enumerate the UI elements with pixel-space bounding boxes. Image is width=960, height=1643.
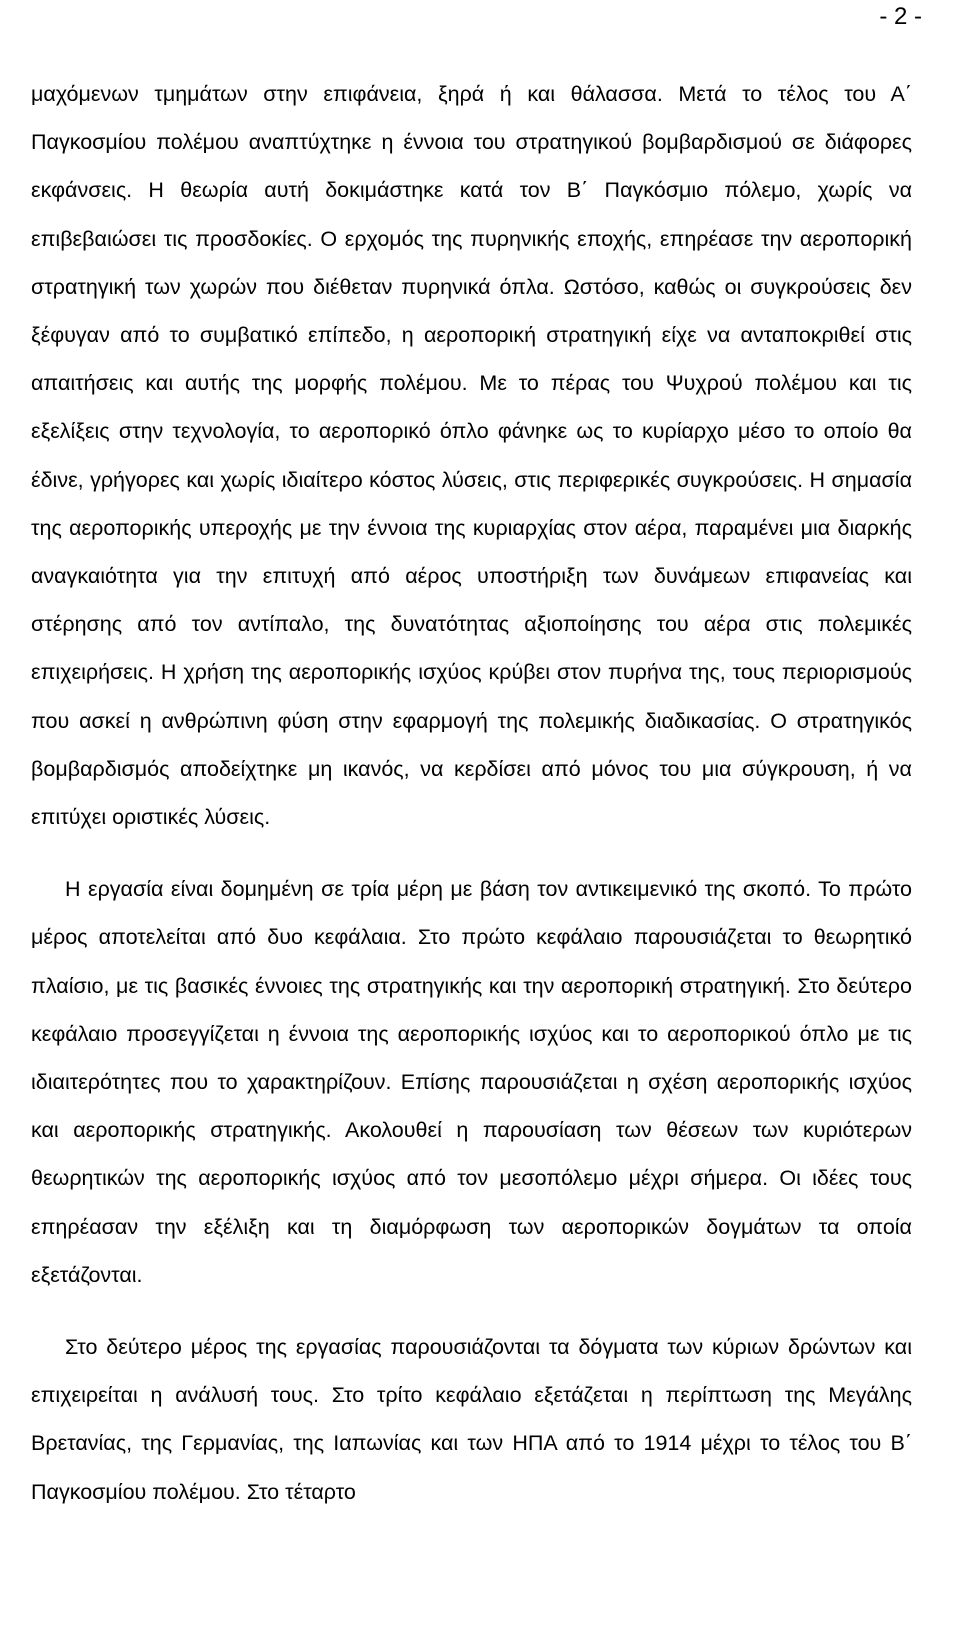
paragraph: Η εργασία είναι δομημένη σε τρία μέρη με βάση τον αντικειμενικό της σκοπό. Το πρώτο μέρος αποτελείται από δυο κεφάλαια. Στο πρώτο κεφάλαιο παρουσιάζεται το θεωρητικό πλαίσιο, με τις βασικές έννοιες της στρατηγικής και την αεροπορική στρατηγική. Στο δεύτερο κεφάλαιο προσεγγίζεται η έννοια της αεροπορικής ισχύος και το αεροπορικού όπλο με τις ιδιαιτερότητες που το χαρακτηρίζουν. Επίσης παρουσιάζεται η σχέση αεροπορικής ισχύος και αεροπορικής στρατηγικής. Ακολουθεί η παρουσίαση των θέσεων των κυριότερων θεωρητικών της αεροπορικής ισχύος από τον μεσοπόλεμο μέχρι σήμερα. Οι ιδέες τους επηρέασαν την εξέλιξη και τη διαμόρφωση των αεροπορικών δογμάτων τα οποία εξετάζονται.	[31, 877, 912, 1287]
paragraph: Στο δεύτερο μέρος της εργασίας παρουσιάζονται τα δόγματα των κύριων δρώντων και επιχειρείται η ανάλυσή τους. Στο τρίτο κεφάλαιο εξετάζεται η περίπτωση της Μεγάλης Βρετανίας, της Γερμανίας, της Ιαπωνίας και των ΗΠΑ από το 1914 μέχρι το τέλος του Β΄ Παγκοσμίου πολέμου. Στο τέταρτο	[31, 1335, 912, 1504]
document-body	[31, 70, 912, 1516]
page-number: - 2 -	[879, 3, 922, 30]
paragraph: μαχόμενων τμημάτων στην επιφάνεια, ξηρά ή και θάλασσα. Μετά το τέλος του Α΄ Παγκοσμίου πολέμου αναπτύχτηκε η έννοια του στρατηγικού βομβαρδισμού σε διάφορες εκφάνσεις. Η θεωρία αυτή δοκιμάστηκε κατά τον Β΄ Παγκόσμιο πόλεμο, χωρίς να επιβεβαιώσει τις προσδοκίες. Ο ερχομός της πυρηνικής εποχής, επηρέασε την αεροπορική στρατηγική των χωρών που διέθεταν πυρηνικά όπλα. Ωστόσο, καθώς οι συγκρούσεις δεν ξέφυγαν από το συμβατικό επίπεδο, η αεροπορική στρατηγική είχε να ανταποκριθεί στις απαιτήσεις και αυτής της μορφής πολέμου. Με το πέρας του Ψυχρού πολέμου και τις εξελίξεις στην τεχνολογία, το αεροπορικό όπλο φάνηκε ως το κυρίαρχο μέσο το οποίο θα έδινε, γρήγορες και χωρίς ιδιαίτερο κόστος λύσεις, στις περιφερικές συγκρούσεις. Η σημασία της αεροπορικής υπεροχής με την έννοια της κυριαρχίας στον αέρα, παραμένει μια διαρκής αναγκαιότητα για την επιτυχή από αέρος υποστήριξη των δυνάμεων επιφανείας και στέρησης από τον αντίπαλο, της δυνατότητας αξιοποίησης του αέρα στις πολεμικές επιχειρήσεις. Η χρήση της αεροπορικής ισχύος κρύβει στον πυρήνα της, τους περιορισμούς που ασκεί η ανθρώπινη φύση στην εφαρμογή της πολεμικής διαδικασίας. Ο στρατηγικός βομβαρδισμός αποδείχτηκε μη ικανός, να κερδίσει από μόνος του μια σύγκρουση, ή να επιτύχει οριστικές λύσεις.	[31, 82, 912, 830]
